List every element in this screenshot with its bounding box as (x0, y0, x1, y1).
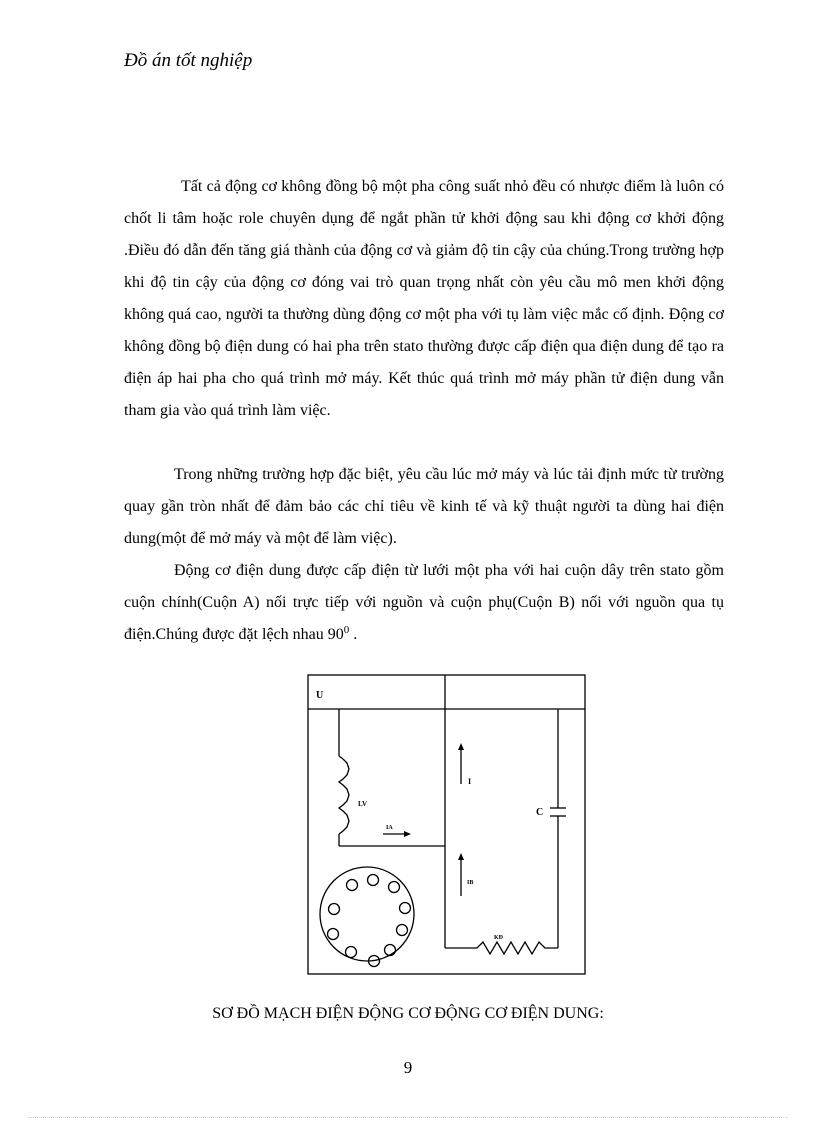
diagram-frame (308, 675, 585, 974)
label-i: I (468, 777, 472, 786)
i-arrow-head (458, 743, 464, 750)
rotor-slot-7 (346, 947, 357, 958)
kd-resistor (445, 942, 558, 954)
paragraph-2: Trong những trường hợp đặc biệt, yêu cầu lúc mở máy và lúc tải định mức từ trường quay gần tròn nhất để đảm bảo các chỉ tiêu về kinh tế và kỹ thuật người ta dùng hai điện dung(một để mở máy và một để làm việc). (124, 466, 724, 547)
rotor-slot-3 (400, 903, 411, 914)
paragraph-3 (124, 555, 724, 651)
label-ib: IB (467, 880, 474, 886)
rotor-slot-9 (329, 904, 340, 915)
figure-caption: SƠ ĐỒ MẠCH ĐIỆN ĐỘNG CƠ ĐỘNG CƠ ĐIỆN DUNG: (212, 1005, 604, 1022)
rotor-slot-1 (368, 875, 379, 886)
lv-winding (339, 756, 349, 834)
page-number: 9 (403, 1058, 413, 1077)
degree-superscript: 0 (343, 624, 350, 636)
rotor-slot-4 (397, 925, 408, 936)
paragraph-3-text: Động cơ điện dung được cấp điện từ lưới một pha với hai cuộn dây trên stato gồm cuộn chính(Cuộn A) nối trực tiếp với nguồn và cuộn phụ(Cuộn B) nối với nguồn qua tụ điện.Chúng được đặt lệch nhau 90 (124, 562, 724, 643)
label-c: C (536, 807, 544, 818)
ib-arrow-head (458, 853, 464, 860)
motor-circuit-diagram (307, 674, 587, 976)
ia-arrow-head (404, 831, 411, 837)
header-title: Đồ án tốt nghiệp (124, 50, 253, 71)
label-lv: LV (358, 800, 368, 808)
paragraph-3-end: . (349, 626, 358, 643)
label-ia: IA (386, 825, 393, 831)
page-bottom-rule (28, 1117, 788, 1118)
paragraph-1: Tất cả động cơ không đồng bộ một pha công suất nhỏ đều có nhược điểm là luôn có chốt li tâm hoặc role chuyên dụng để ngắt phần tử khởi động sau khi động cơ khởi động .Điều đó dẫn đến tăng giá thành của động cơ và giảm độ tin cậy của chúng.Trong trường hợp khi độ tin cậy của động cơ đóng vai trò quan trọng nhất còn yêu cầu mô men khởi động không quá cao, người ta thường dùng động cơ một pha với tụ làm việc mắc cố định. Động cơ không đồng bộ điện dung có hai pha trên stato thường được cấp điện qua điện dung để tạo ra điện áp hai pha cho quá trình mở máy. Kết thúc quá trình mở máy phần tử điện dung vẫn tham gia vào quá trình làm việc. (124, 178, 724, 419)
rotor-slot-10 (347, 880, 358, 891)
label-u: U (316, 690, 324, 701)
rotor-slot-2 (389, 882, 400, 893)
rotor-slot-8 (328, 929, 339, 940)
label-kd: KĐ (494, 935, 503, 941)
rotor-slot-5 (385, 945, 396, 956)
